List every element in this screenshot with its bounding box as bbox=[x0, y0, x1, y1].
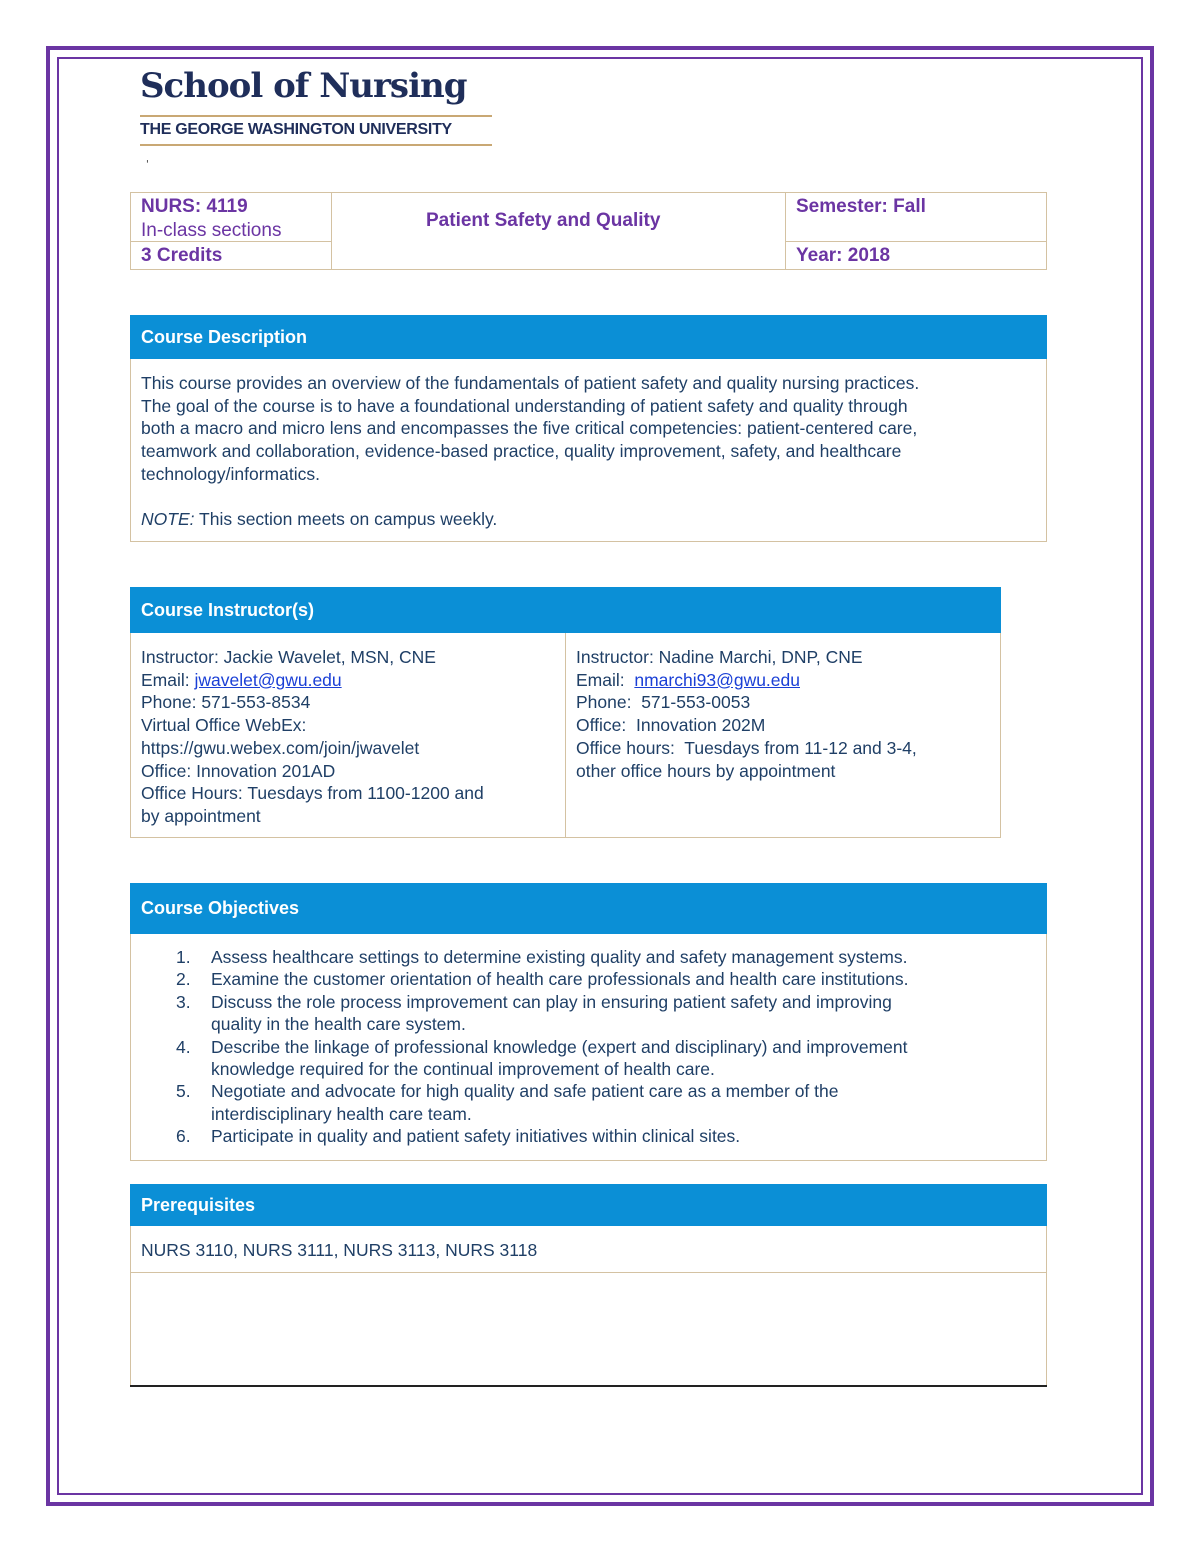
objective-item bbox=[176, 1080, 908, 1125]
objective-item bbox=[176, 1125, 908, 1147]
objective-number: 3. bbox=[176, 991, 191, 1012]
course-objectives-heading: Course Objectives bbox=[130, 883, 1047, 934]
logo-rule-bottom bbox=[140, 144, 492, 146]
table-bottom-rule bbox=[130, 1385, 1047, 1387]
prerequisites-blank-row bbox=[130, 1272, 1047, 1386]
university-name: THE GEORGE WASHINGTON UNIVERSITY bbox=[140, 121, 452, 138]
course-description-heading: Course Description bbox=[130, 315, 1047, 359]
instructor-1-email-label: Email: bbox=[141, 669, 195, 690]
semester-cell bbox=[785, 192, 1047, 242]
objectives-list bbox=[176, 946, 908, 1148]
objective-number: 5. bbox=[176, 1081, 191, 1102]
objective-text: Examine the customer orientation of health care professionals and health care institutions. bbox=[211, 969, 909, 990]
objective-text: Assess healthcare settings to determine existing quality and safety management systems. bbox=[211, 947, 908, 967]
year-cell bbox=[785, 241, 1047, 270]
instructor-2-hours: Office hours: Tuesdays from 11-12 and 3-4, bbox=[576, 737, 917, 758]
objective-text-cont: knowledge required for the continual improvement of health care. bbox=[211, 1059, 715, 1080]
description-line: This course provides an overview of the fundamentals of patient safety and quality nursing practices. bbox=[141, 373, 920, 393]
instructor-1-email-link[interactable]: jwavelet@gwu.edu bbox=[194, 669, 342, 690]
instructor-2-hours-cont: other office hours by appointment bbox=[576, 760, 836, 781]
course-credits: 3 Credits bbox=[141, 245, 223, 266]
description-note bbox=[141, 508, 919, 531]
instructor-2-office: Office: Innovation 202M bbox=[576, 715, 766, 736]
instructor-2-email-label: Email: bbox=[576, 669, 635, 690]
objective-number: 2. bbox=[176, 969, 191, 990]
prerequisites-courses: NURS 3110, NURS 3111, NURS 3113, NURS 3118 bbox=[141, 1240, 538, 1260]
note-label: NOTE: bbox=[141, 509, 195, 530]
school-title: School of Nursing bbox=[140, 66, 467, 106]
objective-text: Participate in quality and patient safety initiatives within clinical sites. bbox=[211, 1126, 741, 1147]
objective-number: 1. bbox=[176, 947, 191, 967]
instructor-1-virtual-url: https://gwu.webex.com/join/jwavelet bbox=[141, 737, 420, 758]
semester: Semester: Fall bbox=[796, 196, 926, 217]
stray-mark: ' bbox=[146, 159, 149, 170]
instructor-1-virtual-label: Virtual Office WebEx: bbox=[141, 715, 307, 736]
objective-item bbox=[176, 946, 908, 968]
instructors-heading: Course Instructor(s) bbox=[130, 587, 566, 633]
objective-number: 4. bbox=[176, 1036, 191, 1057]
instructor-1-office: Office: Innovation 201AD bbox=[141, 760, 336, 781]
course-sections: In-class sections bbox=[141, 220, 282, 241]
instructor-2-name: Instructor: Nadine Marchi, DNP, CNE bbox=[576, 647, 863, 667]
objective-text-cont: interdisciplinary health care team. bbox=[211, 1103, 472, 1124]
prerequisites-text bbox=[141, 1239, 537, 1262]
objective-item bbox=[176, 991, 908, 1036]
objective-text: Describe the linkage of professional knowledge (expert and disciplinary) and improvement bbox=[211, 1036, 908, 1057]
objective-text: Negotiate and advocate for high quality and safe patient care as a member of the bbox=[211, 1081, 839, 1102]
instructor-1-name: Instructor: Jackie Wavelet, MSN, CNE bbox=[141, 647, 436, 667]
instructor-1-details bbox=[141, 646, 484, 828]
instructor-1-hours-cont: by appointment bbox=[141, 805, 261, 826]
objective-number: 6. bbox=[176, 1126, 191, 1147]
prerequisites-heading: Prerequisites bbox=[130, 1184, 1047, 1226]
instructor-1-phone: Phone: 571-553-8534 bbox=[141, 692, 311, 713]
course-title-cell bbox=[331, 192, 786, 270]
course-number: NURS: 4119 bbox=[141, 196, 248, 217]
description-line: both a macro and micro lens and encompasses the five critical competencies: patient-centered care, bbox=[141, 418, 918, 439]
objective-item bbox=[176, 1036, 908, 1081]
year: Year: 2018 bbox=[796, 245, 891, 266]
course-number-cell bbox=[130, 192, 332, 242]
description-line: technology/informatics. bbox=[141, 463, 320, 484]
course-description-text bbox=[141, 372, 919, 531]
instructors-heading-blank bbox=[566, 587, 1001, 633]
description-line: The goal of the course is to have a foundational understanding of patient safety and quality through bbox=[141, 395, 908, 416]
note-text: This section meets on campus weekly. bbox=[194, 509, 498, 530]
description-line: teamwork and collaboration, evidence-based practice, quality improvement, safety, and healthcare bbox=[141, 441, 902, 462]
objective-text: Discuss the role process improvement can play in ensuring patient safety and improving bbox=[211, 991, 892, 1012]
objective-text-cont: quality in the health care system. bbox=[211, 1014, 466, 1035]
credits-cell bbox=[130, 241, 332, 270]
instructor-2-email-link[interactable]: nmarchi93@gwu.edu bbox=[634, 669, 800, 690]
instructor-2-phone: Phone: 571-553-0053 bbox=[576, 692, 751, 713]
course-title: Patient Safety and Quality bbox=[426, 210, 661, 231]
instructor-1-hours: Office Hours: Tuesdays from 1100-1200 and bbox=[141, 783, 484, 804]
instructor-2-details bbox=[576, 646, 917, 782]
course-header-table bbox=[130, 192, 1047, 270]
logo-rule-top bbox=[140, 115, 492, 117]
objective-item bbox=[176, 968, 908, 990]
